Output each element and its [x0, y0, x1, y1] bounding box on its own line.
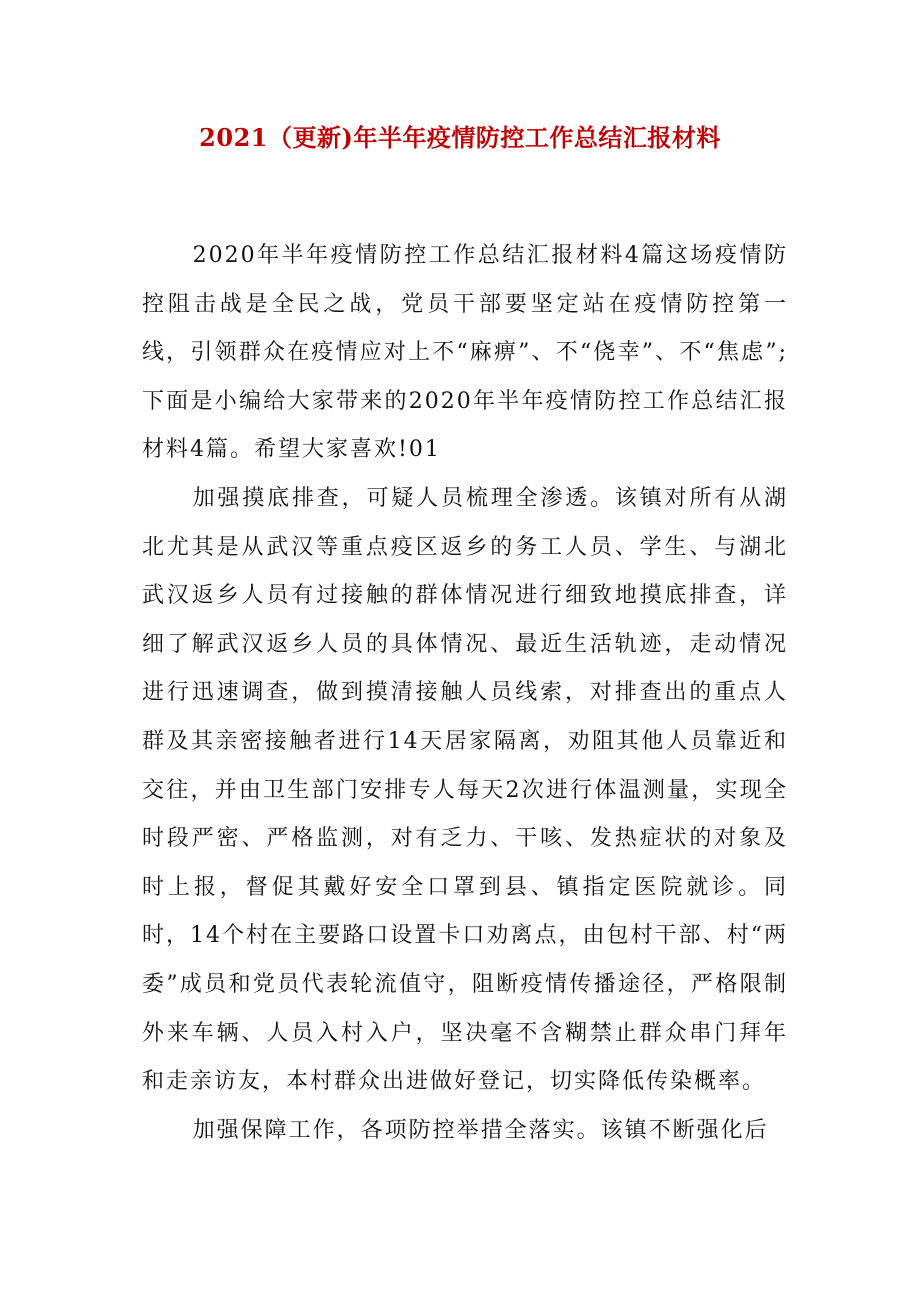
paragraph-investigation: 加强摸底排查，可疑人员梳理全渗透。该镇对所有从湖北尤其是从武汉等重点疫区返乡的务工人员、学生、与湖北武汉返乡人员有过接触的群体情况进行细致地摸底排查，详细了解武汉返乡人员的具体情况、最近生活轨迹，走动情况进行迅速调查，做到摸清接触人员线索，对排查出的重点人群及其亲密接触者进行14天居家隔离，劝阻其他人员靠近和交往，并由卫生部门安排专人每天2次进行体温测量，实现全时段严密、严格监测，对有乏力、干咳、发热症状的对象及时上报，督促其戴好安全口罩到县、镇指定医院就诊。同时，14个村在主要路口设置卡口劝离点，由包村干部、村“两委”成员和党员代表轮流值守，阻断疫情传播途径，严格限制外来车辆、人员入村入户，坚决毫不含糊禁止群众串门拜年和走亲访友，本村群众出进做好登记，切实降低传染概率。: [142, 485, 788, 1095]
paragraph-intro: 2020年半年疫情防控工作总结汇报材料4篇这场疫情防控阻击战是全民之战，党员干部要坚定站在疫情防控第一线，引领群众在疫情应对上不“麻痹”、不“侥幸”、不“焦虑”;下面是小编给大家带来的2020年半年疫情防控工作总结汇报材料4篇。希望大家喜欢!01: [142, 243, 788, 463]
paragraph-guarantee: 加强保障工作，各项防控举措全落实。该镇不断强化后: [192, 1117, 769, 1143]
document-body: [142, 232, 788, 1155]
document-title: 2021（更新)年半年疫情防控工作总结汇报材料: [199, 123, 721, 152]
